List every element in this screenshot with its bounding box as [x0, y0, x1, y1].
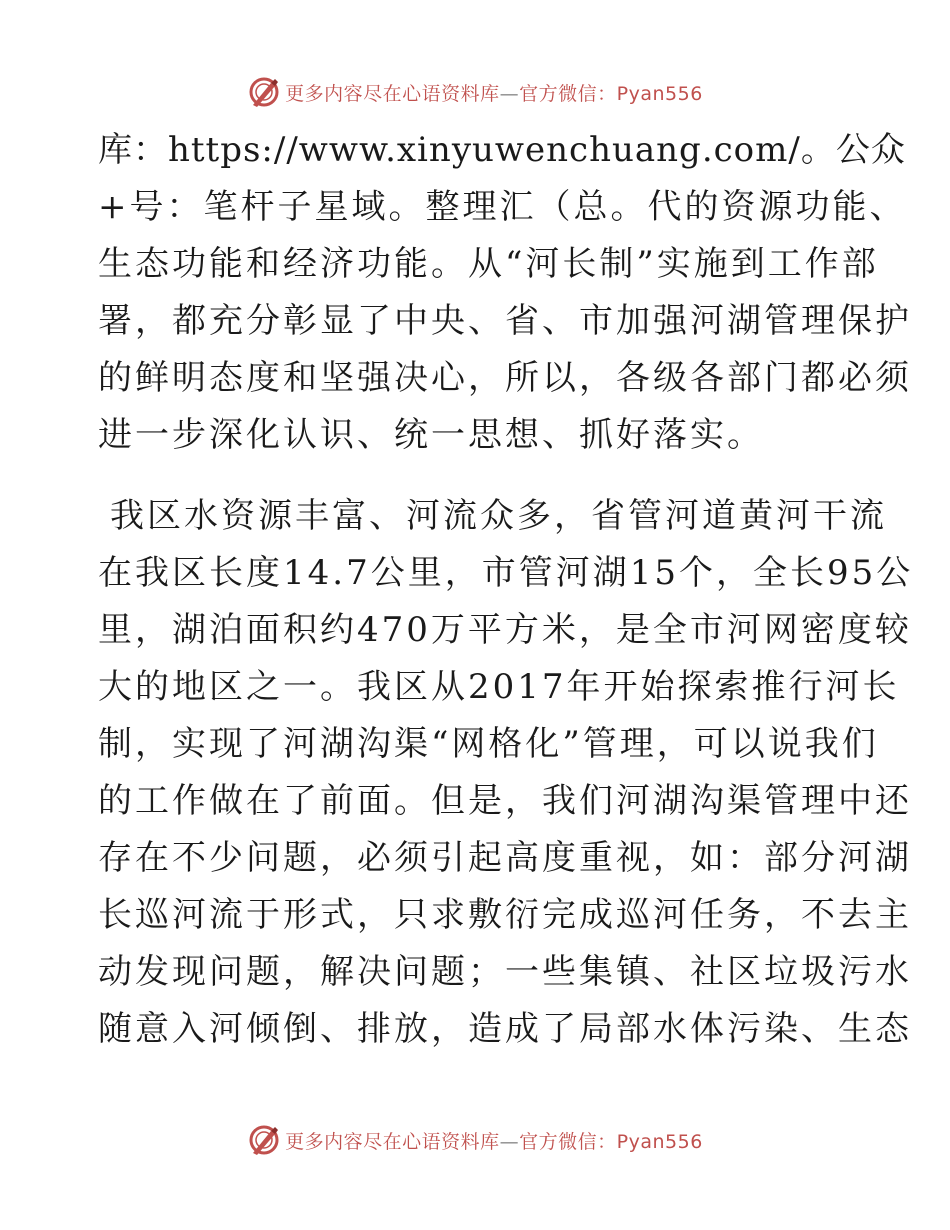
text-line: 大的地区之一。我区从2017年开始探索推行河长 — [98, 667, 900, 707]
text-line: 库：https://www.xinyuwenchuang.com/。公众 — [98, 130, 906, 170]
paragraph-gap — [98, 464, 858, 488]
text-line: +号：笔杆子星域。整理汇（总。代的资源功能、 — [98, 187, 907, 227]
footer-banner-text — [285, 1127, 703, 1154]
document-body — [98, 122, 914, 1058]
text-line: 进一步深化认识、统一思想、抓好落实。 — [98, 415, 764, 455]
header-banner — [0, 72, 950, 112]
text-line: 里，湖泊面积约470万平方米，是全市河网密度较 — [98, 610, 912, 650]
text-line: 生态功能和经济功能。从“河长制”实施到工作部 — [98, 244, 879, 284]
text-line: 在我区长度14.7公里，市管河湖15个，全长95公 — [98, 553, 914, 593]
header-banner-wechat: 官方微信：Pyan556 — [519, 82, 703, 105]
header-banner-text — [285, 79, 703, 106]
text-line: 的鲜明态度和坚强决心，所以，各级各部门都必须 — [98, 358, 912, 398]
footer-banner-dash: — — [499, 1130, 520, 1153]
footer-banner — [0, 1120, 950, 1160]
header-banner-dash: — — [499, 82, 520, 105]
header-banner-main: 更多内容尽在心语资料库 — [285, 82, 500, 105]
text-line: 制，实现了河湖沟渠“网格化”管理，可以说我们 — [98, 724, 879, 764]
footer-banner-main: 更多内容尽在心语资料库 — [285, 1130, 500, 1153]
pen-logo-icon — [247, 75, 281, 109]
text-line: 的工作做在了前面。但是，我们河湖沟渠管理中还 — [98, 781, 912, 821]
text-line: 随意入河倾倒、排放，造成了局部水体污染、生态 — [98, 1009, 912, 1049]
text-line: 动发现问题，解决问题；一些集镇、社区垃圾污水 — [98, 952, 912, 992]
text-line: 长巡河流于形式，只求敷衍完成巡河任务，不去主 — [98, 895, 912, 935]
text-line: 我区水资源丰富、河流众多，省管河道黄河干流 — [110, 496, 887, 536]
text-line: 存在不少问题，必须引起高度重视，如：部分河湖 — [98, 838, 912, 878]
footer-banner-wechat: 官方微信：Pyan556 — [519, 1130, 703, 1153]
text-line: 署，都充分彰显了中央、省、市加强河湖管理保护 — [98, 301, 912, 341]
pen-logo-icon — [247, 1123, 281, 1157]
